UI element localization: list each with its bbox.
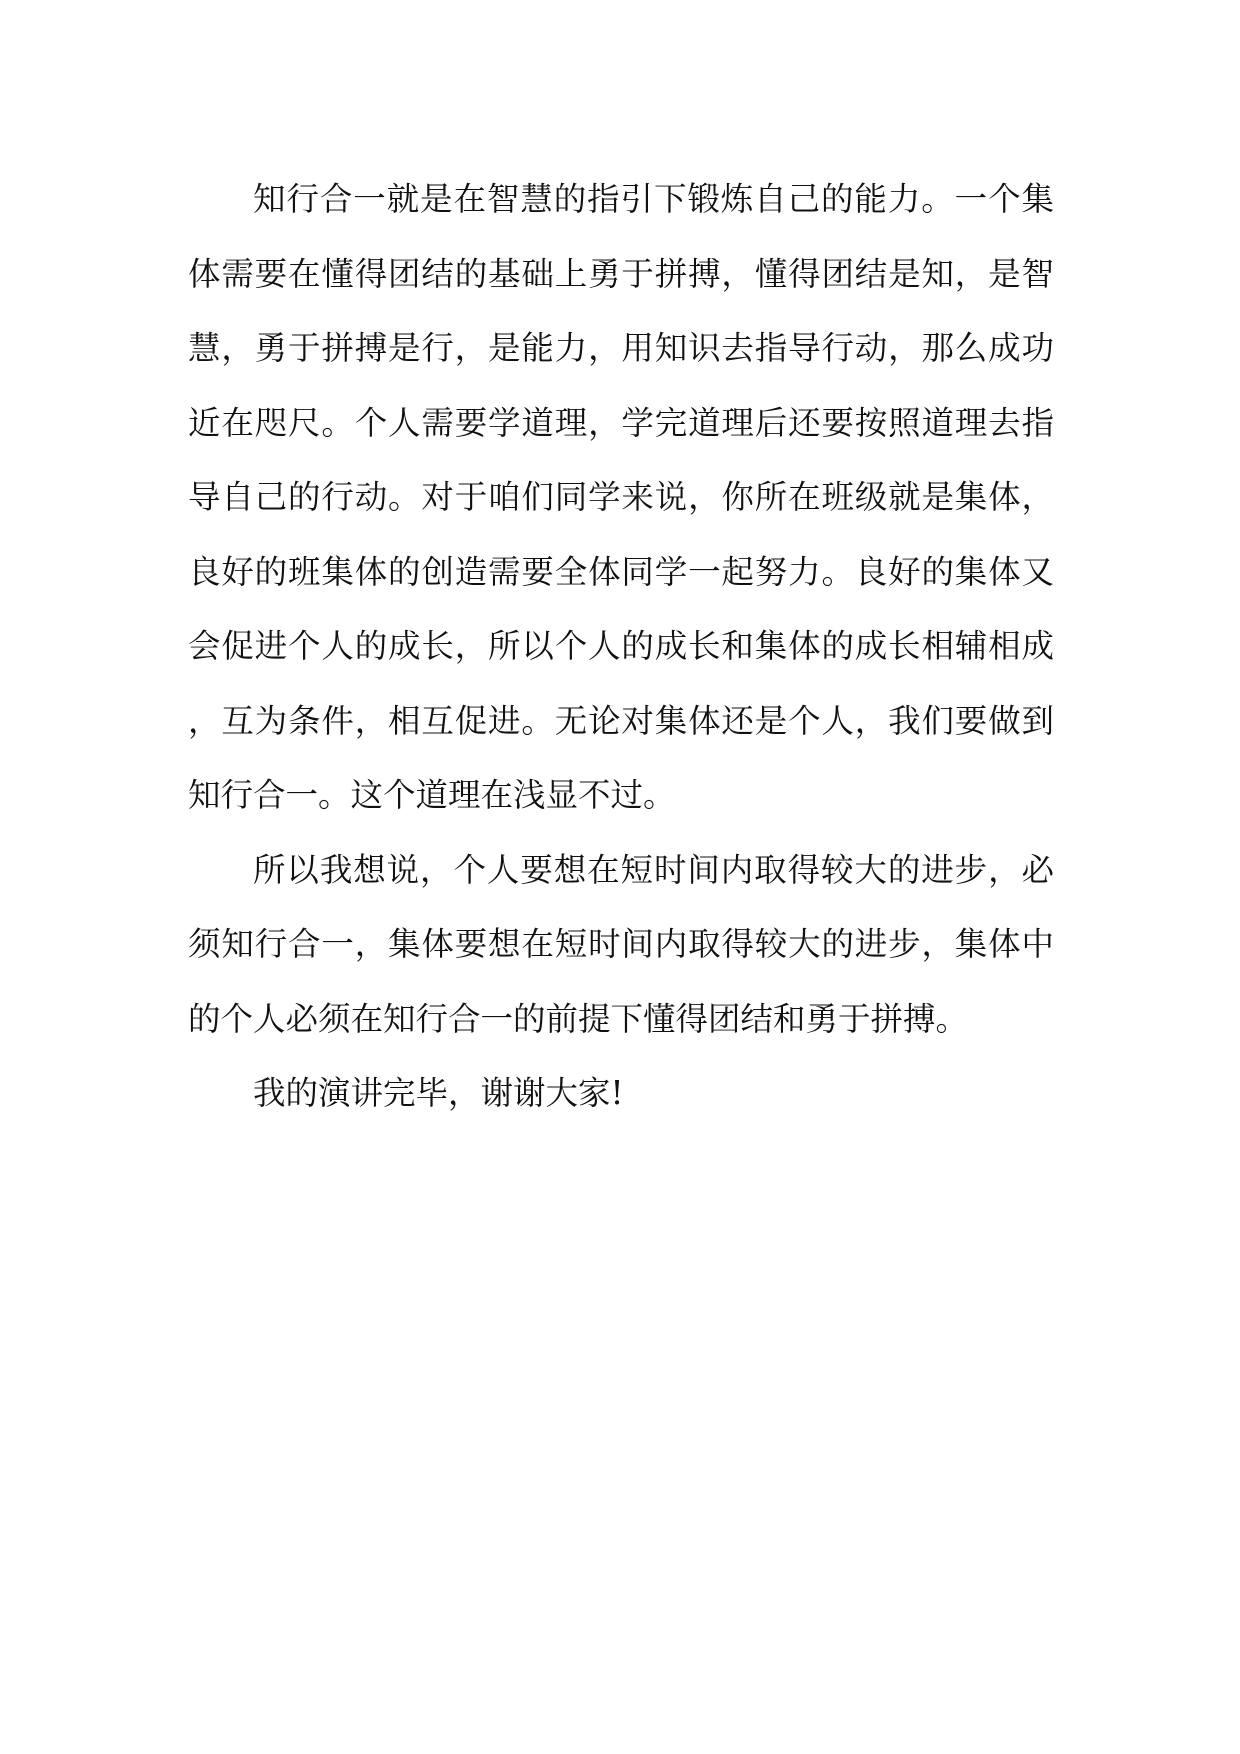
- paragraph-unity-and-action: 知行合一就是在智慧的指引下锻炼自己的能力。一个集体需要在懂得团结的基础上勇于拼搏，懂得团结是知，是智慧，勇于拼搏是行，是能力，用知识去指导行动，那么成功近在咫尺。个人需要学道理，学完道理后还要按照道理去指导自己的行动。对于咱们同学来说，你所在班级就是集体，良好的班集体的创造需要全体同学一起努力。良好的集体又会促进个人的成长，所以个人的成长和集体的成长相辅相成，互为条件，相互促进。无论对集体还是个人，我们要做到知行合一。这个道理在浅显不过。: [188, 180, 1054, 814]
- paragraph-conclusion: 所以我想说，个人要想在短时间内取得较大的进步，必须知行合一，集体要想在短时间内取得较大的进步，集体中的个人必须在知行合一的前提下懂得团结和勇于拼搏。: [188, 850, 1054, 1038]
- speech-body: [188, 162, 1054, 1131]
- paragraph-closing: 我的演讲完毕，谢谢大家!: [253, 1074, 624, 1112]
